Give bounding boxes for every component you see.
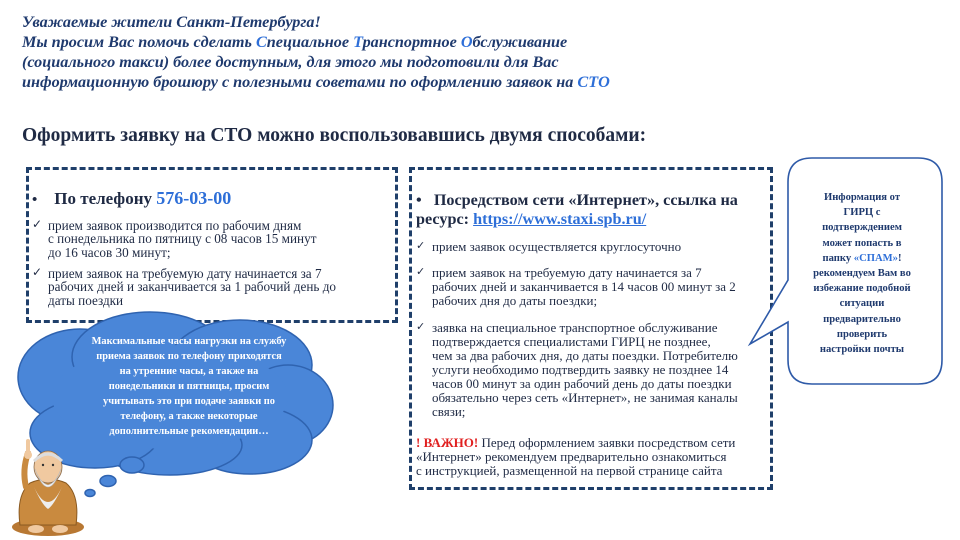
checkmark-icon: ✓: [32, 265, 43, 279]
list-item: ✓ заявка на специальное транспортное обслуживание подтверждается специалистами ГИРЦ не позднее, чем за два рабочих дня, до даты поездки. Потребителю услуги необходимо подтвердить заявку не позднее 14 часов 00 минут за один рабочий день до даты поездки обязательно через сеть «Интернет», не занимая каналы связи;: [416, 320, 738, 419]
phone-number[interactable]: 576-03-00: [156, 188, 232, 208]
internet-method-title: • Посредством сети «Интернет», ссылка на ресурс: https://www.staxi.spb.ru/: [416, 191, 738, 228]
list-item: ✓ прием заявок осуществляется круглосуточно: [416, 239, 682, 254]
thinker-figure-icon: [8, 425, 88, 537]
checkmark-icon: ✓: [416, 265, 426, 278]
cloud-text: Максимальные часы нагрузки на службу приема заявок по телефону приходятся на утренние часы, а также на понедельники и пятницы, просим учитывать это при подаче заявки по телефону, а также некоторые дополнительные рекомендации…: [91, 336, 287, 437]
checkmark-icon: ✓: [416, 239, 426, 252]
list-item: ✓ прием заявок производится по рабочим дням с понедельника по пятницу с 08 часов 15 минут до 16 часов 30 минут;: [32, 217, 317, 260]
phone-method-title: • По телефону 576-03-00: [32, 188, 232, 208]
callout-text: Информация от ГИРЦ с подтверждением может попасть в папку «СПАМ»! рекомендуем Вам во избежание подобной ситуации предварительно проверить настройки почты: [813, 192, 911, 356]
checkmark-icon: ✓: [416, 320, 426, 333]
page-heading: Оформить заявку на СТО можно воспользовавшись двумя способами:: [22, 125, 647, 146]
greeting-line-1: Уважаемые жители Санкт-Петербурга!: [22, 13, 321, 31]
spam-label: «СПАМ»: [853, 252, 898, 264]
important-note: ! ВАЖНО! Перед оформлением заявки посредством сети «Интернет» рекомендуем предварительно ознакомиться с инструкцией, размещенной на первой странице сайта: [416, 435, 736, 478]
important-label: ! ВАЖНО!: [416, 435, 479, 450]
list-item: ✓ прием заявок на требуемую дату начинается за 7 рабочих дней и заканчивается за 1 рабочий день до даты поездки: [32, 265, 337, 308]
greeting-text: [22, 12, 742, 92]
greeting-line-2: Мы просим Вас помочь сделать Специальное Транспортное Обслуживание: [22, 33, 568, 51]
greeting-line-4: информационную брошюру с полезными советами по оформлению заявок на СТО: [22, 73, 610, 91]
list-item: ✓ прием заявок на требуемую дату начинается за 7 рабочих дней и заканчивается в 14 часов 00 минут за 2 рабочих дня до даты поездки;: [416, 265, 736, 308]
staxi-link[interactable]: https://www.staxi.spb.ru/: [473, 210, 647, 228]
greeting-line-3: (социального такси) более доступным, для этого мы подготовили для Вас: [22, 53, 559, 71]
checkmark-icon: ✓: [32, 217, 43, 231]
